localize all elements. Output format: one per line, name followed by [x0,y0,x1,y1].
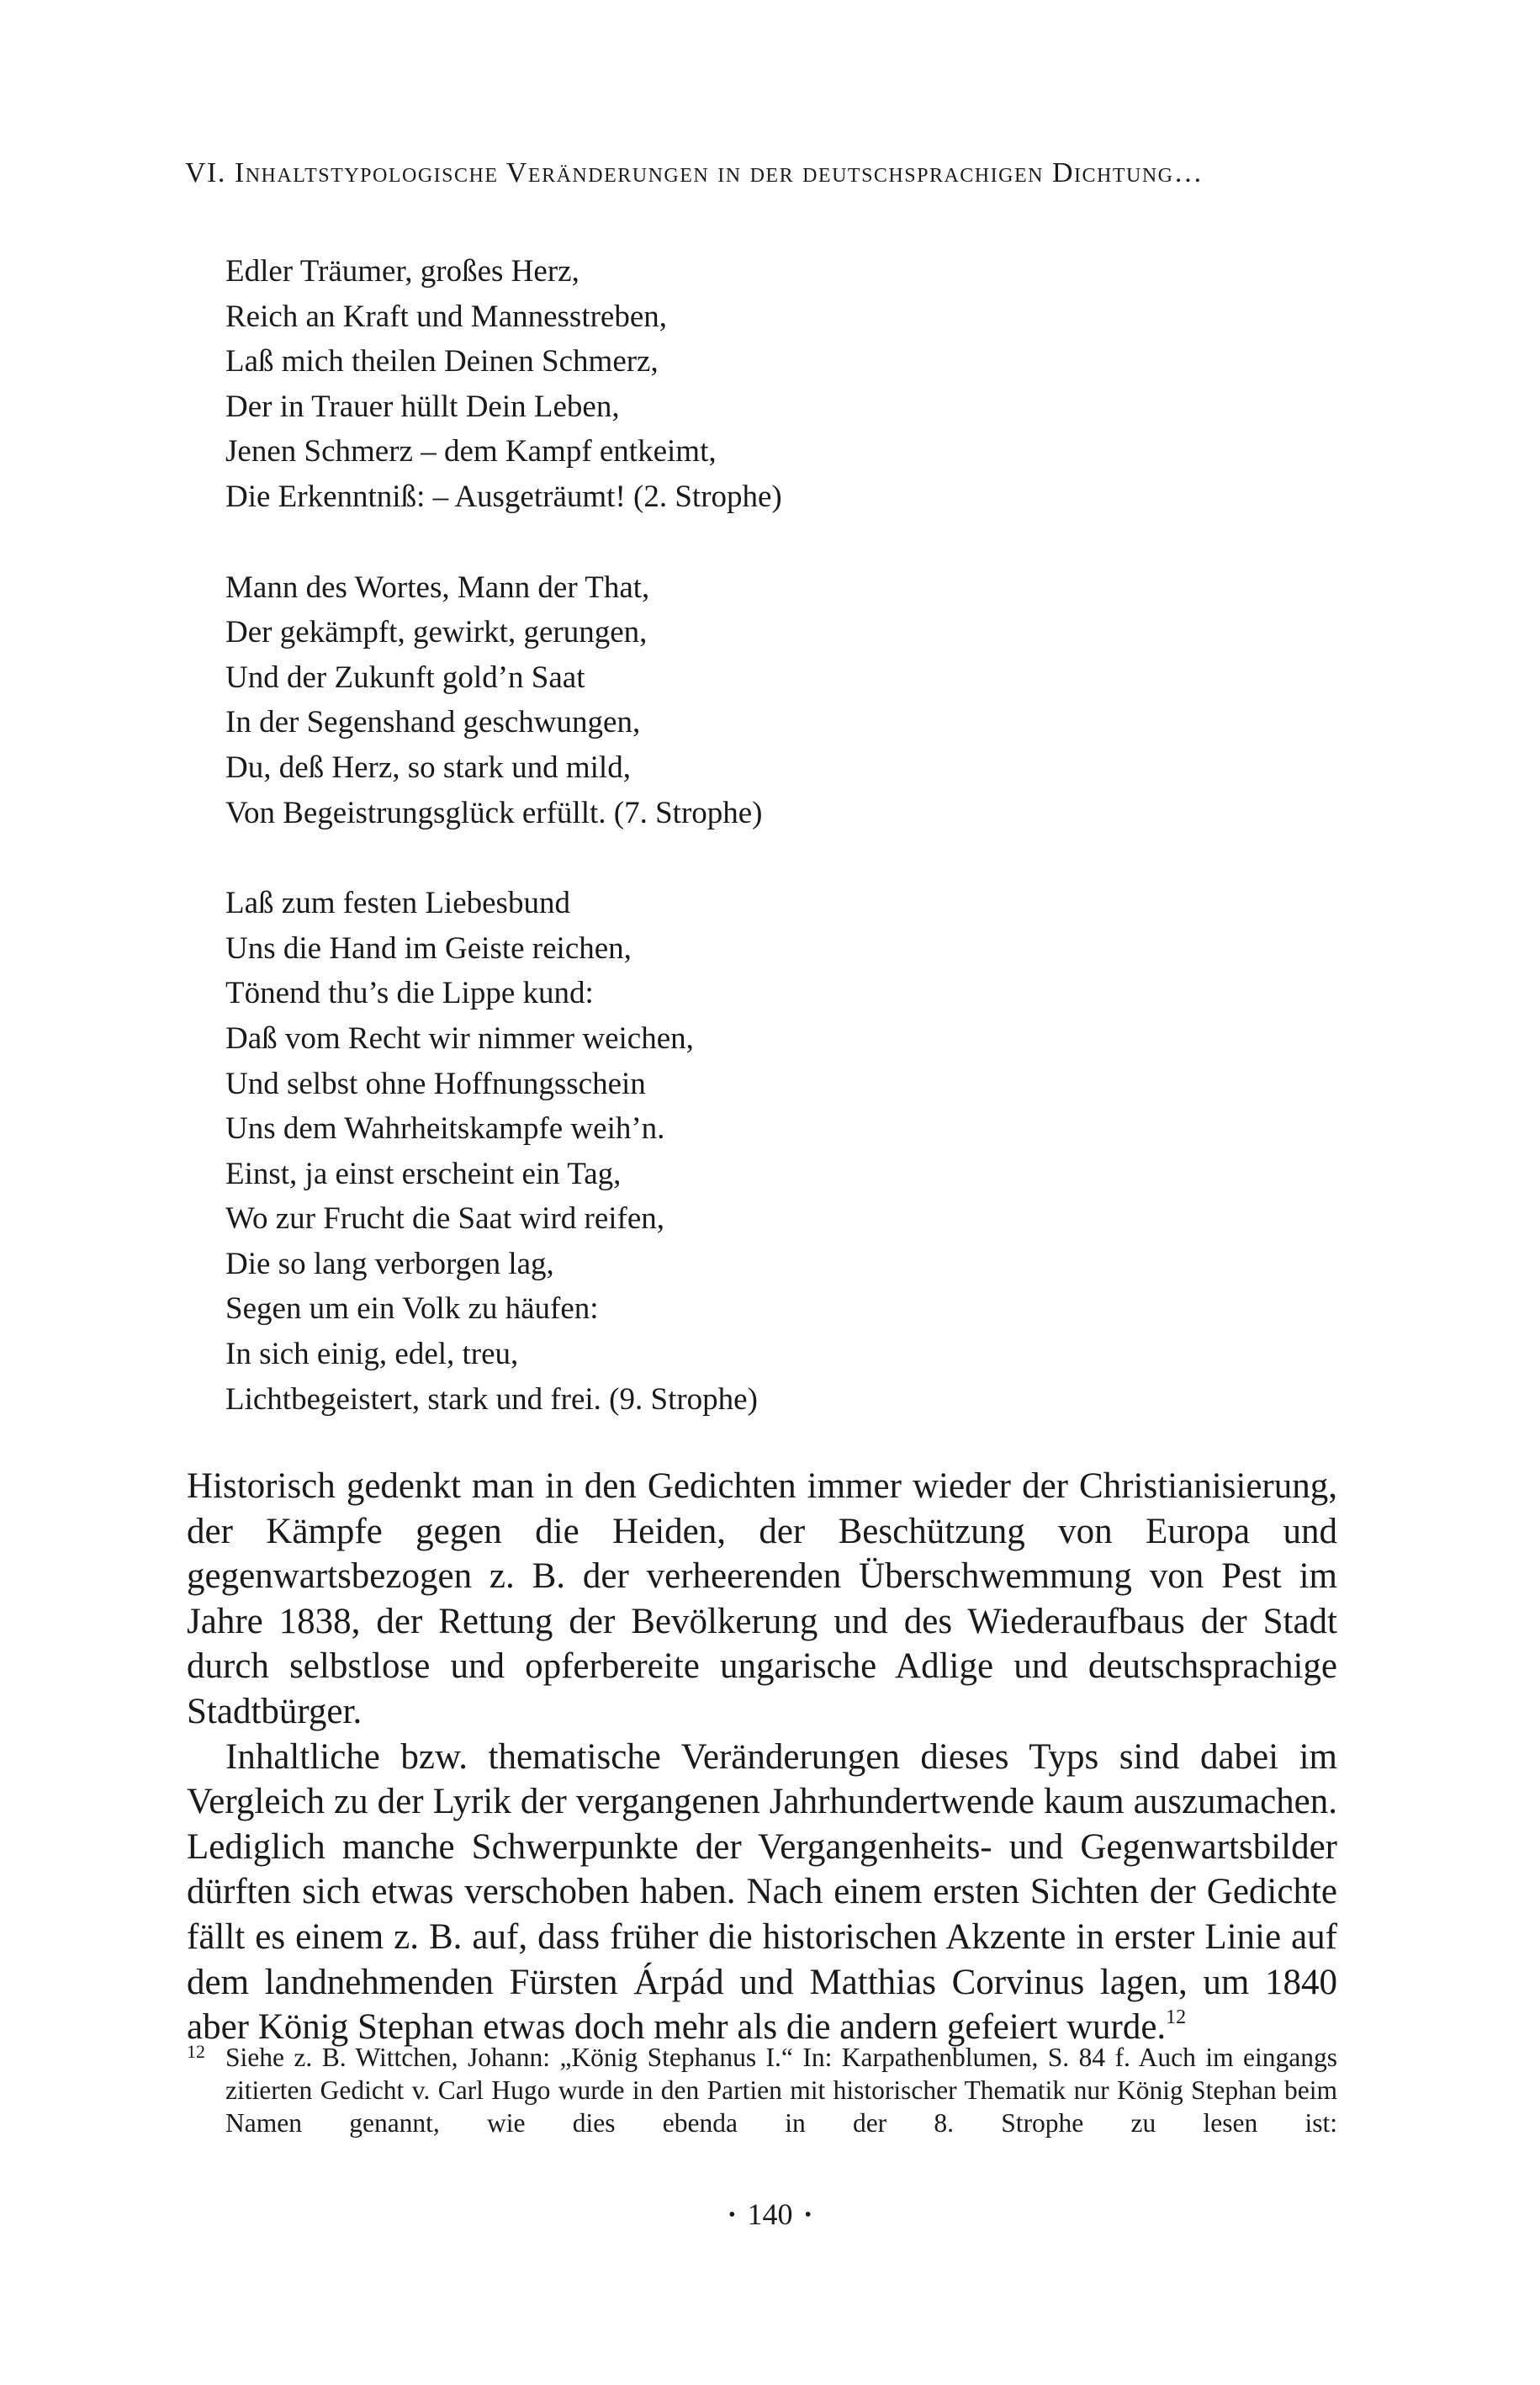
verse-line: Die so lang verborgen lag, [225,1246,554,1281]
verse-line: Einst, ja einst erscheint ein Tag, [225,1156,622,1191]
page-footer [0,2196,1540,2234]
footnote-text: Siehe z. B. Wittchen, Johann: „König Stephanus I.“ In: Karpathenblumen, S. 84 f. Auch im eingangs zitierten Gedicht v. Carl Hugo wurde in den Partien mit historischer Thematik nur König Stephan beim Namen genannt, wie dies ebenda in der 8. Strophe zu lesen ist: [225,2043,1337,2138]
poem-stanza [225,249,1319,520]
verse-line: In sich einig, edel, treu, [225,1337,519,1372]
verse-line: Daß vom Recht wir nimmer weichen, [225,1020,694,1056]
poem-quotation [225,249,1319,1422]
body-paragraph [187,1735,1337,2050]
bullet-icon: • [804,2204,812,2226]
verse-line: Du, deß Herz, so stark und mild, [225,750,631,785]
verse-line: Edler Träumer, großes Herz, [225,254,579,289]
verse-line: In der Segenshand geschwungen, [225,705,641,740]
verse-line: Tönend thu’s die Lippe kund: [225,976,594,1011]
verse-line: Uns die Hand im Geiste reichen, [225,930,632,966]
verse-line: Reich an Kraft und Mannesstreben, [225,299,668,334]
verse-line: Segen um ein Volk zu häufen: [225,1291,599,1327]
footnote-number: 12 [187,2041,205,2062]
verse-line: Von Begeistrungsglück erfüllt. (7. Strophe) [225,795,763,830]
verse-line: Und selbst ohne Hoffnungsschein [225,1066,646,1101]
verse-line: Laß mich theilen Deinen Schmerz, [225,344,659,379]
verse-line: Laß zum festen Liebesbund [225,886,570,921]
footnote [187,2041,1337,2139]
verse-line: Und der Zukunft gold’n Saat [225,660,585,695]
poem-stanza [225,881,1319,1422]
verse-line: Jenen Schmerz – dem Kampf entkeimt, [225,434,717,469]
verse-line: Der gekämpft, gewirkt, gerungen, [225,615,648,650]
bullet-icon: • [728,2204,736,2226]
paragraph-text: Historisch gedenkt man in den Gedichten immer wieder der Christianisierung, der Kämpfe gegen die Heiden, der Beschützung von Europa und gegenwartsbezogen z. B. der verheerenden Überschwemmung von Pest im Jahre 1838, der Rettung der Bevölkerung und des Wiederaufbaus der Stadt durch selbstlose und opferbereite ungarische Adlige und deutschsprachige Stadtbürger. [187,1466,1337,1731]
footnote-reference[interactable]: 12 [1166,2006,1187,2029]
verse-line: Mann des Wortes, Mann der That, [225,570,650,605]
verse-line: Wo zur Frucht die Saat wird reifen, [225,1201,665,1237]
running-head: VI. Inhaltstypologische Veränderungen in der deutschsprachigen Dichtung… [185,157,1204,188]
verse-line: Uns dem Wahrheitskampfe weih’n. [225,1111,665,1147]
paragraph-text: Inhaltliche bzw. thematische Veränderungen dieses Typs sind dabei im Vergleich zu der Lyrik der vergangenen Jahrhundertwende kaum auszumachen. Lediglich manche Schwerpunkte der Vergangenheits- und Gegenwartsbilder dürften sich etwas verschoben haben. Nach einem ersten Sichten der Gedichte fällt es einem z. B. auf, dass früher die historischen Akzente in erster Linie auf dem landnehmenden Fürsten Árpád und Matthias Corvinus lagen, um 1840 aber König Stephan etwas doch mehr als die andern gefeiert wurde. [187,1736,1337,2048]
poem-stanza [225,565,1319,836]
body-paragraph [187,1464,1337,1735]
verse-line: Lichtbegeistert, stark und frei. (9. Strophe) [225,1381,758,1417]
page-number: 140 [747,2197,793,2231]
verse-line: Die Erkenntniß: – Ausgeträumt! (2. Strophe) [225,479,782,514]
verse-line: Der in Trauer hüllt Dein Leben, [225,389,620,424]
body-text [187,1464,1337,2050]
